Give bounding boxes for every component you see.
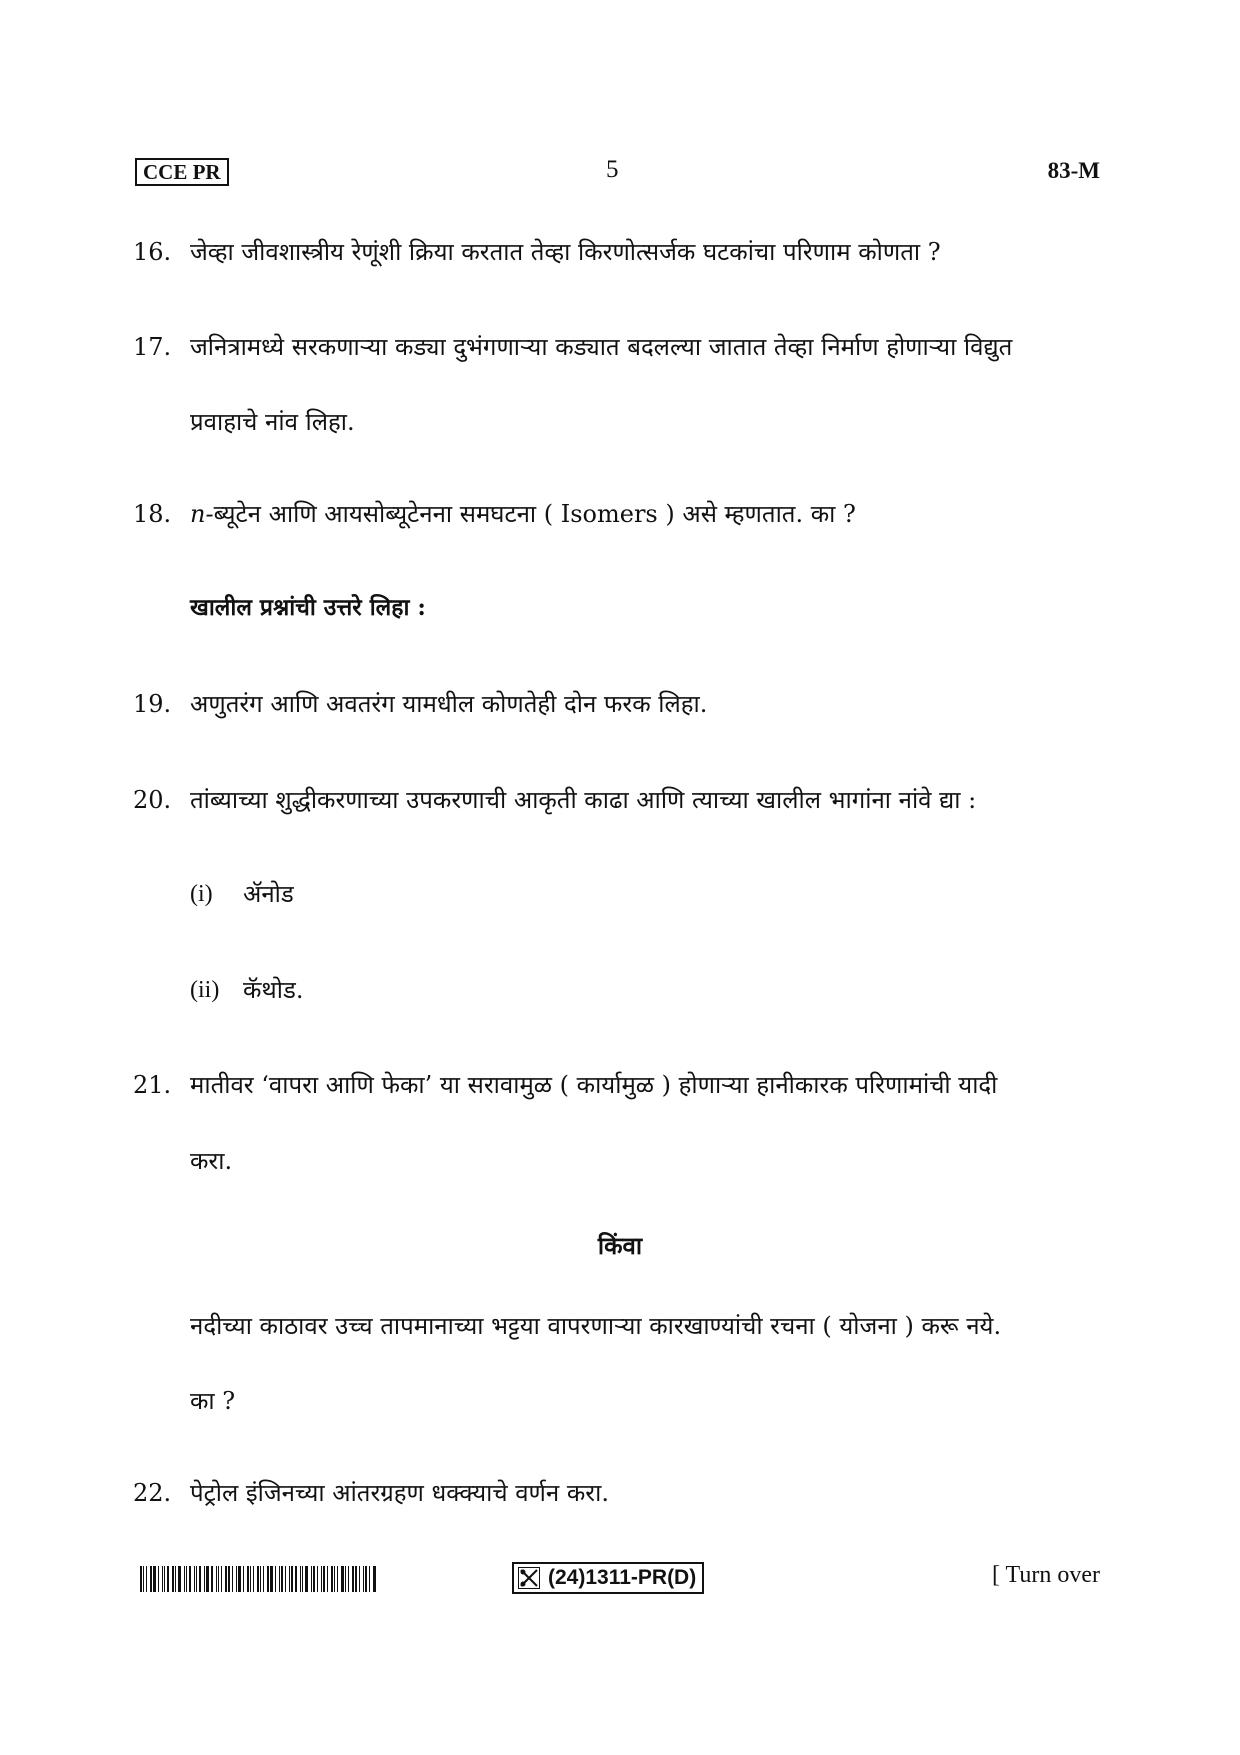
barcode-bar [218, 1566, 219, 1592]
barcode-bar [359, 1566, 360, 1592]
question-text: पेट्रोल इंजिनच्या आंतरग्रहण धक्क्याचे वर्णन करा. [190, 1479, 609, 1507]
barcode-bar [281, 1566, 283, 1592]
italic-prefix: n- [190, 500, 214, 528]
part-text: कॅथोड. [243, 976, 304, 1004]
question-number: 19. [133, 690, 172, 718]
barcode-bar [302, 1566, 303, 1592]
barcode-bar [140, 1566, 142, 1592]
scissors-icon [518, 1567, 540, 1589]
barcode-bar [253, 1566, 254, 1592]
question-text-line1: जनित्रामध्ये सरकणाऱ्या कड्या दुभंगणाऱ्या कड्यात बदलल्या जातात तेव्हा निर्माण होणाऱ्या विद्युत [190, 333, 1013, 361]
barcode-bar [225, 1566, 227, 1592]
barcode-bar [275, 1566, 276, 1592]
question-text-line2: प्रवाहाचे नांव लिहा. [190, 408, 355, 436]
alt-question-line2: का ? [190, 1387, 236, 1415]
barcode-bar [345, 1566, 346, 1592]
barcode-bar [295, 1566, 297, 1592]
barcode-bar [167, 1566, 169, 1592]
barcode-bar [146, 1566, 147, 1592]
barcode-bar [365, 1566, 367, 1592]
barcode-bar [164, 1566, 165, 1592]
question-text-line2: करा. [190, 1147, 233, 1175]
barcode-bar [355, 1566, 357, 1592]
header-right-code: 83-M [1047, 158, 1100, 183]
barcode-bar [247, 1566, 249, 1592]
barcode-bar [300, 1566, 301, 1592]
or-label: किंवा [597, 1231, 643, 1260]
barcode-bar [285, 1566, 286, 1592]
question-number: 16. [133, 238, 172, 266]
barcode-bar [228, 1566, 230, 1592]
barcode-bar [178, 1566, 181, 1592]
barcode-bar [289, 1566, 290, 1592]
barcode-bar [189, 1566, 191, 1592]
barcode-bar [337, 1566, 338, 1592]
barcode-bar [150, 1566, 152, 1592]
barcode-bar [236, 1566, 237, 1592]
barcode-bar [216, 1566, 217, 1592]
question-text-line1: मातीवर ‘वापरा आणि फेका’ या सरावामुळ ( कार्यामुळ ) होणाऱ्या हानीकारक परिणामांची यादी [190, 1071, 998, 1099]
barcode-bar [194, 1566, 195, 1592]
question-number: 21. [133, 1071, 172, 1099]
barcode-bar [143, 1566, 144, 1592]
alt-question-line1: नदीच्या काठावर उच्च तापमानाच्या भट्टया वापरणाऱ्या कारखाण्यांची रचना ( योजना ) करू नये. [190, 1312, 1002, 1340]
question-text: अणुतरंग आणि अवतरंग यामधील कोणतेही दोन फरक लिहा. [190, 690, 708, 718]
barcode-bar [334, 1566, 335, 1592]
barcode-bar [162, 1566, 163, 1592]
barcode-bar [348, 1566, 349, 1592]
part-text: ॲनोड [243, 880, 294, 908]
question-number: 20. [133, 786, 172, 814]
barcode-bar [172, 1566, 174, 1592]
barcode-bar [267, 1566, 269, 1592]
barcode-bar [221, 1566, 222, 1592]
barcode-bar [263, 1566, 264, 1592]
barcode-bar [158, 1566, 159, 1592]
section-instruction: खालील प्रश्नांची उत्तरे लिहा : [190, 594, 426, 621]
barcode [140, 1566, 380, 1592]
barcode-bar [313, 1566, 315, 1592]
barcode-bar [321, 1566, 322, 1592]
barcode-bar [175, 1566, 176, 1592]
question-text: तांब्याच्या शुद्धीकरणाच्या उपकरणाची आकृती काढा आणि त्याच्या खालील भागांना नांवे द्या : [190, 786, 977, 814]
barcode-bar [331, 1566, 333, 1592]
barcode-bar [279, 1566, 280, 1592]
barcode-bar [199, 1566, 201, 1592]
question-number: 18. [133, 500, 172, 528]
barcode-bar [184, 1566, 185, 1592]
barcode-bar [196, 1566, 197, 1592]
barcode-bar [243, 1566, 244, 1592]
barcode-bar [369, 1566, 370, 1592]
question-text: जेव्हा जीवशास्त्रीय रेणूंशी क्रिया करतात तेव्हा किरणोत्सर्जक घटकांचा परिणाम कोणता ? [190, 238, 941, 266]
barcode-bar [363, 1566, 364, 1592]
barcode-bar [317, 1566, 318, 1592]
part-label: (ii) [190, 977, 220, 1003]
barcode-bar [232, 1566, 233, 1592]
barcode-bar [305, 1566, 308, 1592]
barcode-bar [352, 1566, 354, 1592]
barcode-bar [211, 1566, 213, 1592]
barcode-bar [257, 1566, 259, 1592]
barcode-bar [153, 1566, 156, 1592]
barcode-bar [250, 1566, 251, 1592]
barcode-bar [206, 1566, 209, 1592]
page-number: 5 [606, 156, 619, 183]
question-number: 17. [133, 333, 172, 361]
barcode-bar [291, 1566, 293, 1592]
barcode-bar [341, 1566, 344, 1592]
barcode-bar [327, 1566, 328, 1592]
barcode-bar [238, 1566, 241, 1592]
barcode-bar [323, 1566, 325, 1592]
question-text: n-ब्यूटेन आणि आयसोब्यूटेनना समघटना ( Isomers ) असे म्हणतात. का ? [190, 500, 856, 528]
barcode-bar [311, 1566, 312, 1592]
barcode-bar [270, 1566, 273, 1592]
barcode-bar [260, 1566, 261, 1592]
paper-code-box [512, 1562, 704, 1594]
paper-code: (24)1311-PR(D) [548, 1566, 697, 1589]
barcode-bar [204, 1566, 205, 1592]
header-left-code: CCE PR [135, 158, 229, 186]
barcode-bar [186, 1566, 187, 1592]
question-number: 22. [133, 1479, 172, 1507]
turn-over-note: [ Turn over [991, 1562, 1100, 1588]
barcode-bar [373, 1566, 376, 1592]
part-label: (i) [190, 881, 213, 907]
